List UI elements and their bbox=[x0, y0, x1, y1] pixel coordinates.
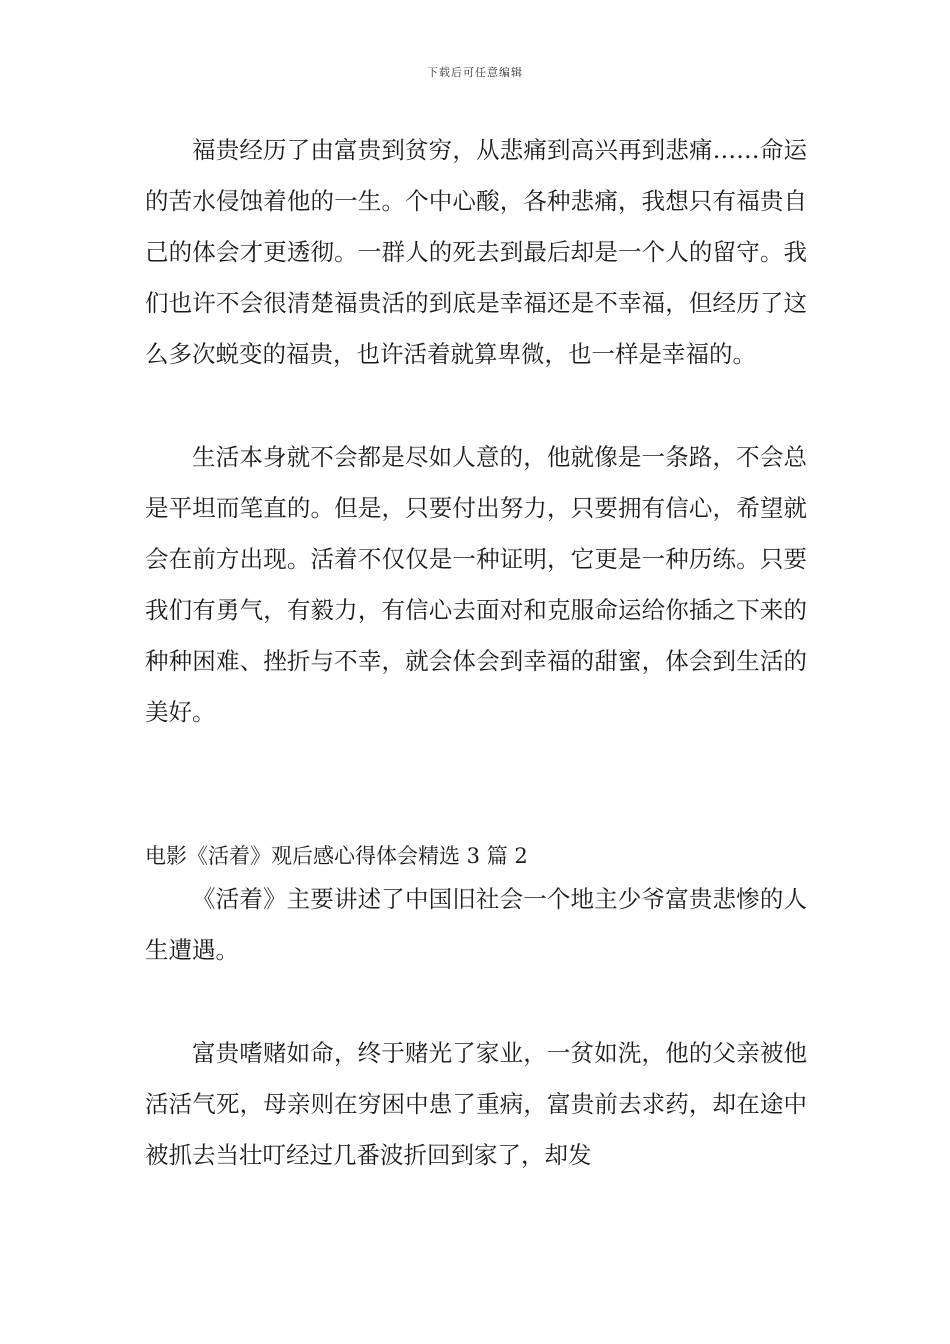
paragraph-spacer bbox=[145, 976, 807, 1028]
paragraph-fugui-gambling: 富贵嗜赌如命，终于赌光了家业，一贫如洗，他的父亲被他活活气死，母亲则在穷困中患了重病，富贵前去求药，却在途中被抓去当壮叮经过几番波折回到家了，却发 bbox=[145, 1039, 807, 1169]
document-body bbox=[145, 125, 807, 1181]
paragraph-life-reflection: 生活本身就不会都是尽如人意的，他就像是一条路，不会总是平坦而笔直的。但是，只要付出努力，只要拥有信心，希望就会在前方出现。活着不仅仅是一种证明，它更是一种历练。只要我们有勇气，有毅力，有信心去面对和克服命运给你插之下来的种种困难、挫折与不幸，就会体会到幸福的甜蜜，体会到生活的美好。 bbox=[145, 443, 807, 726]
paragraph-spacer bbox=[145, 380, 807, 432]
section-title: 电影《活着》观后感心得体会精选 3 篇 2 bbox=[145, 844, 528, 868]
section-spacer bbox=[145, 738, 807, 838]
paragraph-fugui-experience: 福贵经历了由富贵到贫穷，从悲痛到高兴再到悲痛……命运的苦水侵蚀着他的一生。个中心酸，各种悲痛，我想只有福贵自己的体会才更透彻。一群人的死去到最后却是一个人的留守。我们也许不会很清楚福贵活的到底是幸福还是不幸福，但经历了这么多次蜕变的福贵，也许活着就算卑微，也一样是幸福的。 bbox=[145, 136, 807, 368]
paragraph-summary: 《活着》主要讲述了中国旧社会一个地主少爷富贵悲惨的人生遭遇。 bbox=[145, 885, 807, 964]
header-note: 下载后可任意编辑 bbox=[427, 66, 523, 79]
